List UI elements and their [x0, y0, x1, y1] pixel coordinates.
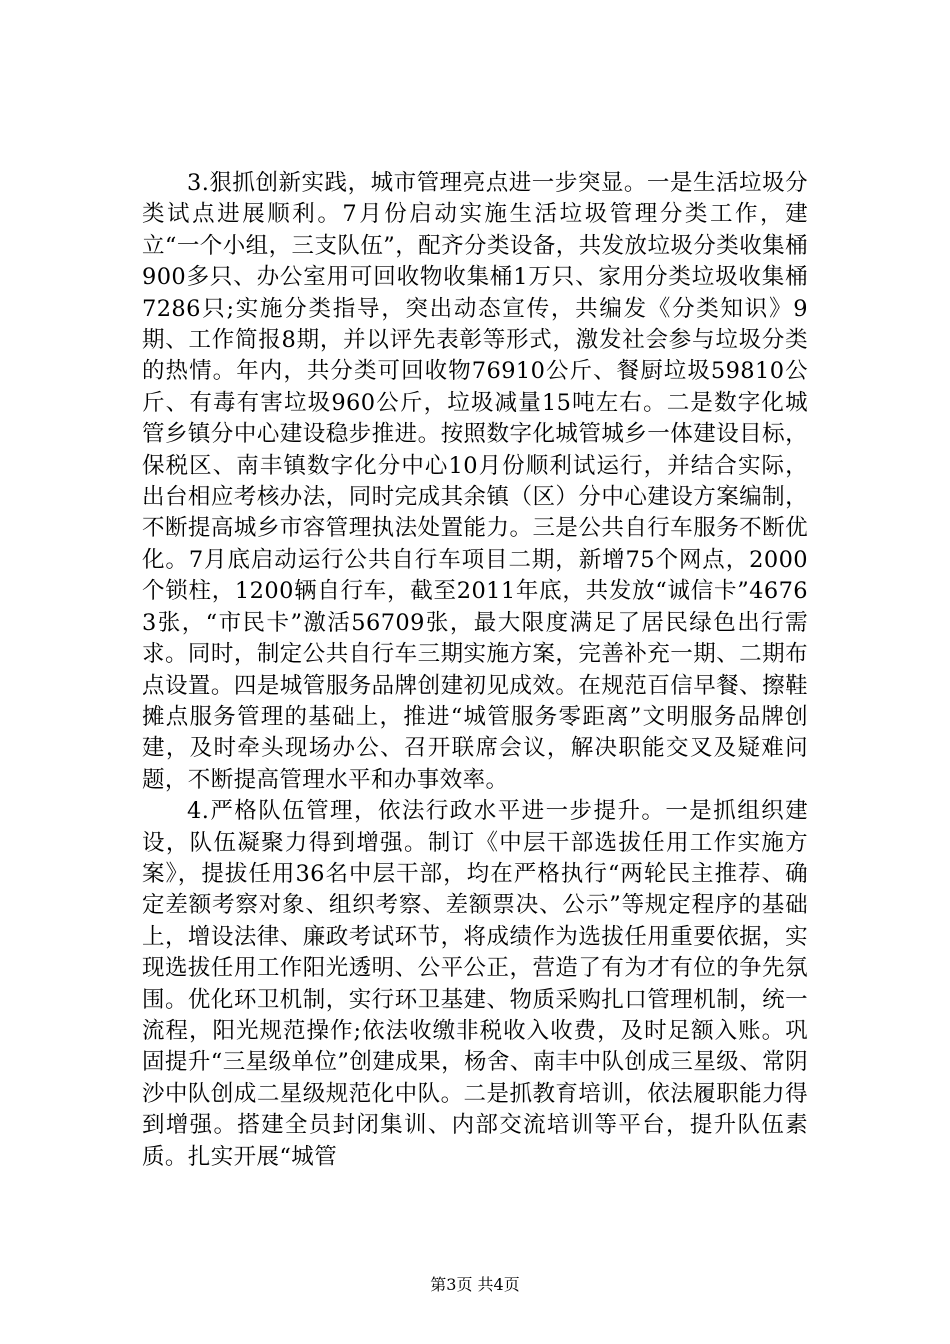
page-footer: 第3页 共4页: [430, 1275, 520, 1294]
paragraph-team-management: 4.严格队伍管理，依法行政水平进一步提升。一是抓组织建设，队伍凝聚力得到增强。制订《中层干部选拔任用工作实施方案》，提拔任用36名中层干部，均在严格执行“两轮民主推荐、确定差额考察对象、组织考察、差额票决、公示”等规定程序的基础上，增设法律、廉政考试环节，将成绩作为选拔任用重要依据，实现选拔任用工作阳光透明、公平公正，营造了有为才有位的争先氛围。优化环卫机制，实行环卫基建、物质采购扎口管理机制，统一流程，阳光规范操作;依法收缴非税收入收费，及时足额入账。巩固提升“三星级单位”创建成果，杨舍、南丰中队创成三星级、常阴沙中队创成二星级规范化中队。二是抓教育培训，依法履职能力得到增强。搭建全员封闭集训、内部交流培训等平台，提升队伍素质。扎实开展“城管: [142, 798, 808, 1170]
document-body: [142, 168, 808, 1173]
paragraph-city-management-highlights: 3.狠抓创新实践，城市管理亮点进一步突显。一是生活垃圾分类试点进展顺利。7月份启动实施生活垃圾管理分类工作，建立“一个小组，三支队伍”，配齐分类设备，共发放垃圾分类收集桶900多只、办公室用可回收物收集桶1万只、家用分类垃圾收集桶7286只;实施分类指导，突出动态宣传，共编发《分类知识》9期、工作简报8期，并以评先表彰等形式，激发社会参与垃圾分类的热情。年内，共分类可回收物76910公斤、餐厨垃圾59810公斤、有毒有害垃圾960公斤，垃圾减量15吨左右。二是数字化城管乡镇分中心建设稳步推进。按照数字化城管城乡一体建设目标，保税区、南丰镇数字化分中心10月份顺利试运行，并结合实际，出台相应考核办法，同时完成其余镇（区）分中心建设方案编制，不断提高城乡市容管理执法处置能力。三是公共自行车服务不断优化。7月底启动运行公共自行车项目二期，新增75个网点，2000个锁柱，1200辆自行车，截至2011年底，共发放“诚信卡”46763张，“市民卡”激活56709张，最大限度满足了居民绿色出行需求。同时，制定公共自行车三期实施方案，完善补充一期、二期布点设置。四是城管服务品牌创建初见成效。在规范百信早餐、擦鞋摊点服务管理的基础上，推进“城管服务零距离”文明服务品牌创建，及时牵头现场办公、召开联席会议，解决职能交叉及疑难问题，不断提高管理水平和办事效率。: [142, 170, 808, 793]
